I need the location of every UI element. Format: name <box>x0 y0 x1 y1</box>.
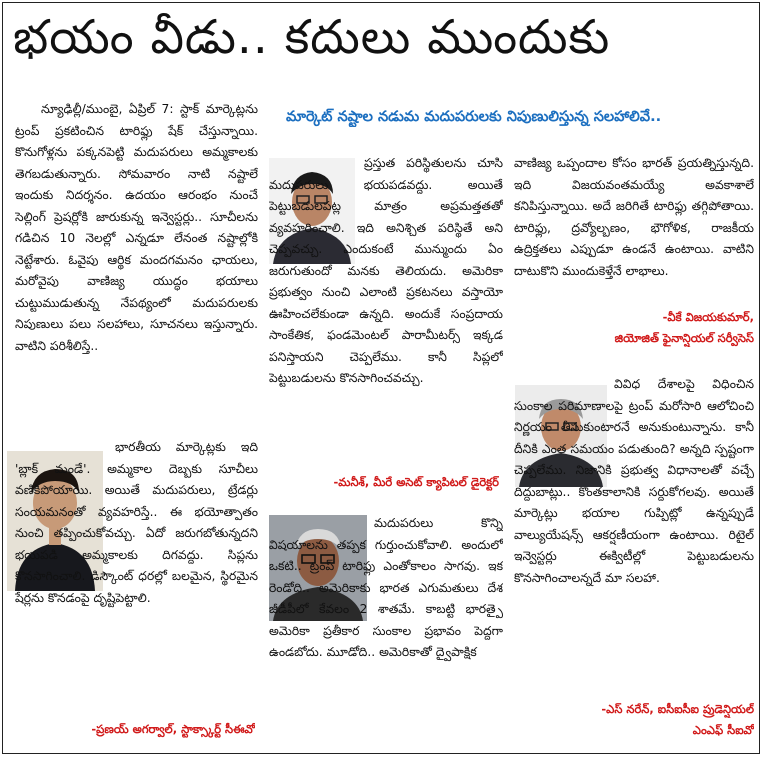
pranay-agarwal-quote-text: భారతీయ మార్కెట్లకు ఇది 'బ్లాక్ మండే'. అమ్మకాల దెబ్బకు సూచీలు వణికిపోయాయి. అయితే మదుపరులు, ట్రేడర్లు సంయమనంతో వ్యవహరిస్తే.. ఈ భయోత్పాతం నుంచి తప్పించుకోవచ్చు. ఏదో జరుగబోతున్నదని భయపడి అమ్మకాలకు దిగవద్దు. సిప్లను కొనసాగించాలి. డిస్కౌంట్ ధరల్లో బలమైన, స్థిరమైన షేర్లను కొనడంపై దృష్టిపెట్టాలి. <box>15 440 258 605</box>
pranay-agarwal-byline: -ప్రణయ్ అగర్వాల్, స్టాక్స్కార్ట్ సీఈవో <box>91 722 255 736</box>
naren-quote <box>514 374 754 697</box>
manish-quote <box>269 153 503 471</box>
subheadline: మార్కెట్ నష్టాల నడుమ మదుపరులకు నిపుణులిస్తున్న సలహాలివే.. <box>286 109 662 125</box>
vijayakumar-quote-text-part1: మదుపరులు కొన్ని విషయాలను తప్పక గుర్తుంచుకోవాలి. అందులో ఒకటి.. ట్రంప్ టారిఫ్లు ఎంతోకాలం సాగవు. ఇక రెండోది.. అమెరికాకు భారత ఎగుమతులు దేశ జీడీపీలో కేవలం 2 శాతమే. కాబట్టి భారత్పై అమెరికా ప్రతీకార సుంకాల ప్రభావం పెద్దగా ఉండబోదు. మూడోది.. అమెరికాతో ద్వైపాక్షిక <box>269 516 503 659</box>
vijayakumar-quote-continued <box>514 153 754 304</box>
naren-byline-line1: -ఎస్ నరేన్, ఐసీఐసీఐ ప్రుడెన్షియల్ <box>601 702 754 716</box>
vijayakumar-quote-text-part2: వాణిజ్య ఒప్పందాల కోసం భారత్ ప్రయత్నిస్తున్నది. ఇది విజయవంతమయ్యే అవకాశాలే కనిపిస్తున్నాయి. అదే జరిగితే టారిఫ్లు తగ్గిపోతాయి. టారిఫ్లు, ద్రవ్యోల్బణం, భౌగోళిక, రాజకీయ ఉద్రిక్తతలు ఎప్పుడూ ఉండనే ఉంటాయి. వాటిని దాటుకొని ముందుకెళ్తేనే లాభాలు. <box>514 156 754 278</box>
naren-quote-text: వివిధ దేశాలపై విధించిన సుంకాల పరిమాణాలపై ట్రంప్ మరోసారి ఆలోచించి నిర్ణయం తీసుకుంటారనే అనుకుంటున్నాను. కానీ దీనికి ఎంత సమయం పడుతుంది? అన్నది స్పష్టంగా చెప్పలేము. నిజానికి ప్రభుత్వ విధానాలతో వచ్చే దిద్దుబాట్లు.. కొంతకాలానికి సర్దుకోగలవు. అయితే మార్కెట్లు భయాల గుప్పిట్లో ఉన్నప్పుడే వాల్యుయేషన్స్ ఆకర్షణీయంగా ఉంటాయి. రిటైల్ ఇన్వెస్టర్లు ఈక్విటీల్లో పెట్టుబడులను కొనసాగించాలన్నదే మా సలహా. <box>514 377 754 585</box>
vijayakumar-byline-line2: జియోజిత్ ఫైనాన్షియల్ సర్వీసెస్ <box>614 331 754 345</box>
headline: భయం వీడు.. కదులు ముందుకు <box>13 10 611 65</box>
lead-text: న్యూఢిల్లీ/ముంబై, ఏప్రిల్ 7: స్టాక్ మార్కెట్లను ట్రంప్ ప్రకటించిన టారిఫ్లు షేక్ చేస్తున్నాయి. కొనుగోళ్లను పక్కనపెట్టి మదుపరులు అమ్మకాలకు తెగబడుతున్నారు. సోమవారం నాటి నష్టాలే ఇందుకు నిదర్శనం. ఉదయం ఆరంభం నుంచే సెల్లింగ్ ప్రెషర్లోకి జారుకున్న ఇన్వెస్టర్లు.. సూచీలను గడిచిన 10 నెలల్లో ఎన్నడూ లేనంత నష్టాల్లోకి నెట్టేశారు. ఓవైపు ఆర్థిక మందగమనం ఛాయలు, మరోవైపు వాణిజ్య యుద్ధం భయాలు చుట్టుముడుతున్న నేపథ్యంలో మదుపరులకు నిపుణులు పలు సలహాలు, సూచనలు ఇస్తున్నారు. వాటిని పరిశీలిస్తే.. <box>15 102 258 353</box>
vijayakumar-quote <box>269 513 503 749</box>
lead-article <box>15 99 258 429</box>
manish-byline: -మనీశ్, మీరే అసెట్ క్యాపిటల్ డైరెక్టర్ <box>333 475 499 489</box>
naren-byline-line2: ఎంఎఫ్ సీఐవో <box>692 723 754 737</box>
vijayakumar-byline-line1: -వీకే విజయకుమార్, <box>662 310 754 324</box>
news-clipping <box>2 2 760 754</box>
manish-quote-text: ప్రస్తుత పరిస్థితులను చూసి మదుపరులు భయపడవద్దు. అయితే పెట్టుబడులపట్ల మాత్రం అప్రమత్తతతో వ్యవహరించాలి. ఇది అనిశ్చిత పరిస్థితే అని చెప్పవచ్చు. ఎందుకంటే మున్ముందు ఏం జరుగుతుందో మనకు తెలియదు. అమెరికా ప్రభుత్వం నుంచి ఎలాంటి ప్రకటనలు వస్తాయో ఊహించలేకుండా ఉన్నది. అందుకే సంప్రదాయ సాంకేతిక, ఫండమెంటల్ పారామీటర్స్ ఇక్కడ పనిస్తాయని చెప్పలేము. కానీ సిప్లలో పెట్టుబడులను కొనసాగించవచ్చు. <box>269 156 503 385</box>
pranay-agarwal-quote <box>15 437 258 720</box>
